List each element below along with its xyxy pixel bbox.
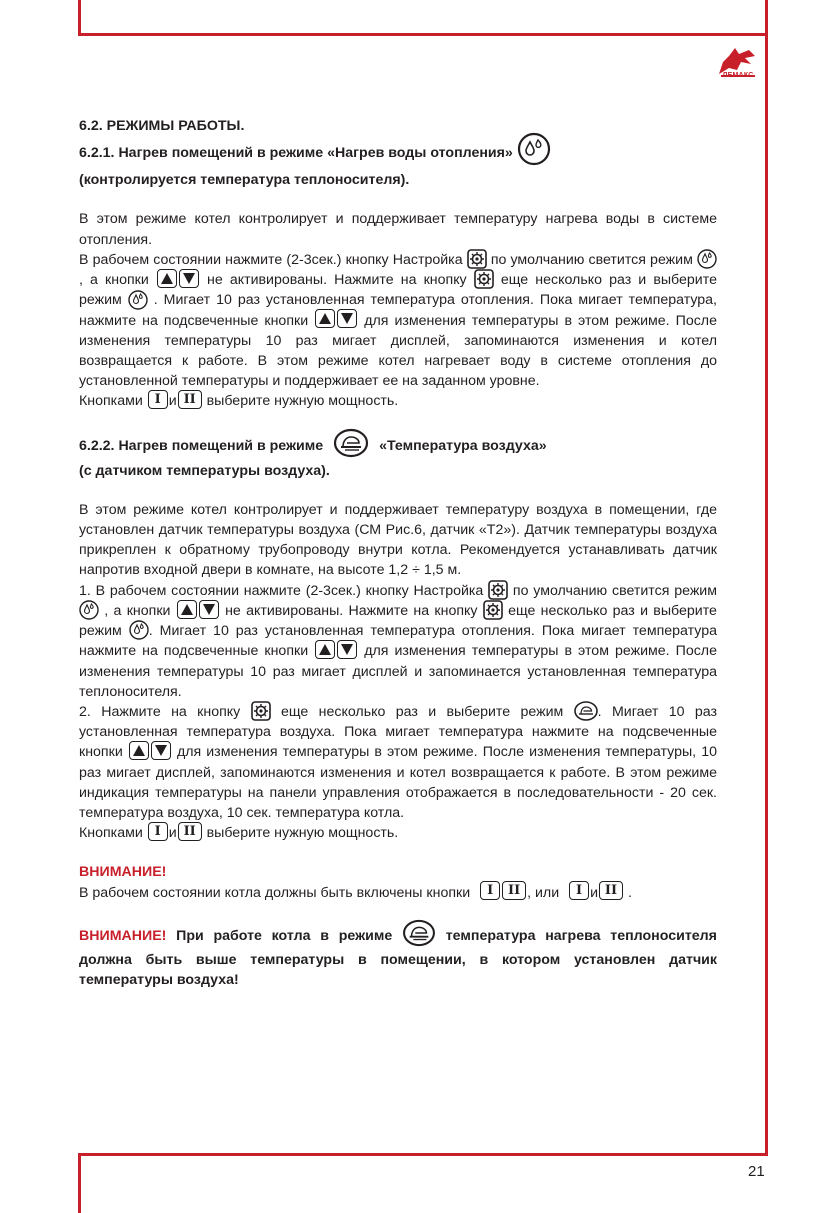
settings-gear-icon <box>467 249 487 269</box>
arrow-down-button-icon <box>179 269 199 288</box>
s622-p3-text-b: еще несколько раз и выберите режим <box>281 703 564 720</box>
page-number: 21 <box>748 1163 765 1180</box>
warn2-text-a: При работе котла в режиме <box>176 927 393 944</box>
frame-top-left <box>78 0 81 36</box>
frame-top <box>78 33 768 36</box>
power-one-button-icon: I <box>148 822 168 841</box>
s621-paragraph-3 <box>79 391 717 411</box>
s621-p2-text-e: еще несколько раз и выберите режим <box>79 272 717 309</box>
power-two-button-icon: II <box>178 390 202 409</box>
water-heating-mode-icon <box>697 249 717 269</box>
s621-paragraph-2 <box>79 250 717 392</box>
power-one-button-icon: I <box>480 881 500 900</box>
s622-p2-text-d: не активированы. Нажмите на кнопку <box>225 602 478 619</box>
power-two-button-icon: II <box>178 822 202 841</box>
s621-p2-text-c: , а кнопки <box>79 272 149 289</box>
s621-title-line2: (контролируется температура теплоносителя). <box>79 172 410 189</box>
s622-p2-text-a: 1. В рабочем состоянии нажмите (2-3сек.) кнопку Настройка <box>79 582 484 599</box>
power-two-button-icon: II <box>599 881 623 900</box>
air-temperature-mode-icon <box>402 919 436 947</box>
s621-p2-text-d: не активированы. Нажмите на кнопку <box>207 272 467 289</box>
settings-gear-icon <box>483 600 503 620</box>
s622-paragraph-3 <box>79 702 717 823</box>
s622-p2-text-f: . Мигает 10 раз установленная температура отопления. Пока мигает температура нажмите на подсвеченные кнопки <box>79 623 717 660</box>
s622-p4-text-b: выберите нужную мощность. <box>206 825 399 842</box>
power-one-button-icon: I <box>569 881 589 900</box>
water-heating-mode-icon <box>129 620 149 640</box>
warn1-text-c: . <box>627 884 632 901</box>
document-body <box>79 116 717 990</box>
power-one-button-icon: I <box>148 390 168 409</box>
water-heating-mode-icon <box>128 290 148 310</box>
warn1-text-b: , или <box>527 884 560 901</box>
warn2-text-b: температура нагрева теплоносителя должна быть выше температуры в помещении, в котором установлен датчик температуры воздуха! <box>79 927 717 989</box>
s622-title-line1b: «Температура воздуха» <box>379 437 547 454</box>
s622-p2-text-g: для изменения температуры в этом режиме. После изменения температуры 10 раз мигает дисплей и запоминается установленная температура теплоносителя. <box>79 643 717 700</box>
settings-gear-icon <box>488 580 508 600</box>
s622-p2-text-c: , а кнопки <box>104 602 171 619</box>
water-heating-mode-icon <box>517 132 551 166</box>
arrow-up-button-icon <box>315 309 335 328</box>
air-temperature-mode-icon <box>574 701 598 721</box>
section-title: 6.2. РЕЖИМЫ РАБОТЫ. <box>79 118 245 134</box>
warning-2 <box>79 922 717 990</box>
s621-p2-text-f: . Мигает 10 раз установленная температура отопления. Пока мигает температура, нажмите на подсвеченные кнопки <box>79 292 718 329</box>
arrow-up-button-icon <box>129 741 149 760</box>
s621-p3-text-a: Кнопками <box>79 393 143 410</box>
arrow-down-button-icon <box>151 741 171 760</box>
arrow-up-button-icon <box>177 600 197 619</box>
arrow-up-button-icon <box>315 640 335 659</box>
and-text: и <box>168 393 177 410</box>
frame-bottom-left <box>78 1153 81 1213</box>
s622-paragraph-4 <box>79 823 717 843</box>
s622-title-line1a: 6.2.2. Нагрев помещений в режиме <box>79 437 324 454</box>
settings-gear-icon <box>474 269 494 289</box>
s622-title-line2: (с датчиком температуры воздуха). <box>79 462 330 479</box>
warning-1-title: ВНИМАНИЕ! <box>79 864 167 881</box>
and-text: и <box>168 825 177 842</box>
arrow-down-button-icon <box>199 600 219 619</box>
s621-paragraph-1: В этом режиме котел контролирует и поддерживает температуру нагрева воды в системе отопления. <box>79 211 717 248</box>
s622-p2-text-b: по умолчанию светится режим <box>512 582 717 599</box>
warning-2-title: ВНИМАНИЕ! <box>79 927 167 944</box>
s621-p2-text-b: по умолчанию светится режим <box>490 251 693 268</box>
air-temperature-mode-icon <box>333 428 369 458</box>
subsection-621-title <box>79 136 717 170</box>
s622-p3-text-d: для изменения температуры в этом режиме. После изменения температуры, 10 раз мигает дисплей, запоминаются изменения и котел возвращается к работе. В этом режиме индикация температуры на панели управления отображается в последовательности - 20 сек. температура воздуха, 10 сек. температура котла. <box>79 744 717 822</box>
frame-right <box>765 0 768 1155</box>
s622-paragraph-1: В этом режиме котел контролирует и поддерживает температуру воздуха в помещении, где установлен датчик температуры воздуха (СМ Рис.6, датчик «Т2»). Датчик температуры воздуха прикреплен к обратному трубопроводу внутри котла. Рекомендуется устанавливать датчик напротив входной двери в комнате, на высоте 1,2 ÷ 1,5 м. <box>79 501 717 579</box>
s621-p3-text-b: выберите нужную мощность. <box>206 393 399 410</box>
settings-gear-icon <box>251 701 271 721</box>
arrow-down-button-icon <box>337 640 357 659</box>
logo-text: ЛЕМАКС <box>722 72 754 79</box>
water-heating-mode-icon <box>79 600 99 620</box>
power-two-button-icon: II <box>502 881 526 900</box>
s622-paragraph-2 <box>79 581 717 702</box>
warning-1-text <box>79 883 717 903</box>
and-text: и <box>590 884 599 901</box>
s622-p4-text-a: Кнопками <box>79 825 143 842</box>
s622-p3-text-c: . Мигает 10 раз установленная температура воздуха. Пока мигает температура нажмите на подсвеченные кнопки <box>79 703 718 761</box>
frame-bottom <box>78 1153 768 1156</box>
s621-title-line1: 6.2.1. Нагрев помещений в режиме «Нагрев воды отопления» <box>79 144 513 161</box>
subsection-622-title <box>79 431 717 461</box>
warn1-text-a: В рабочем состоянии котла должны быть включены кнопки <box>79 884 471 901</box>
s621-p2-text-g: для изменения температуры в этом режиме. После изменения температуры 10 раз мигает дисплей, запоминаются изменения и котел возвращается к работе. В этом режиме котел нагревает воду в системе отопления до установленной температуры и поддерживает ее на заданном уровне. <box>79 312 717 390</box>
s622-p2-text-e: еще несколько раз и выберите режим <box>79 602 717 640</box>
s622-p3-text-a: 2. Нажмите на кнопку <box>79 703 241 720</box>
arrow-down-button-icon <box>337 309 357 328</box>
s621-p2-text-a: В рабочем состоянии нажмите (2-3сек.) кнопку Настройка <box>79 251 463 268</box>
arrow-up-button-icon <box>157 269 177 288</box>
